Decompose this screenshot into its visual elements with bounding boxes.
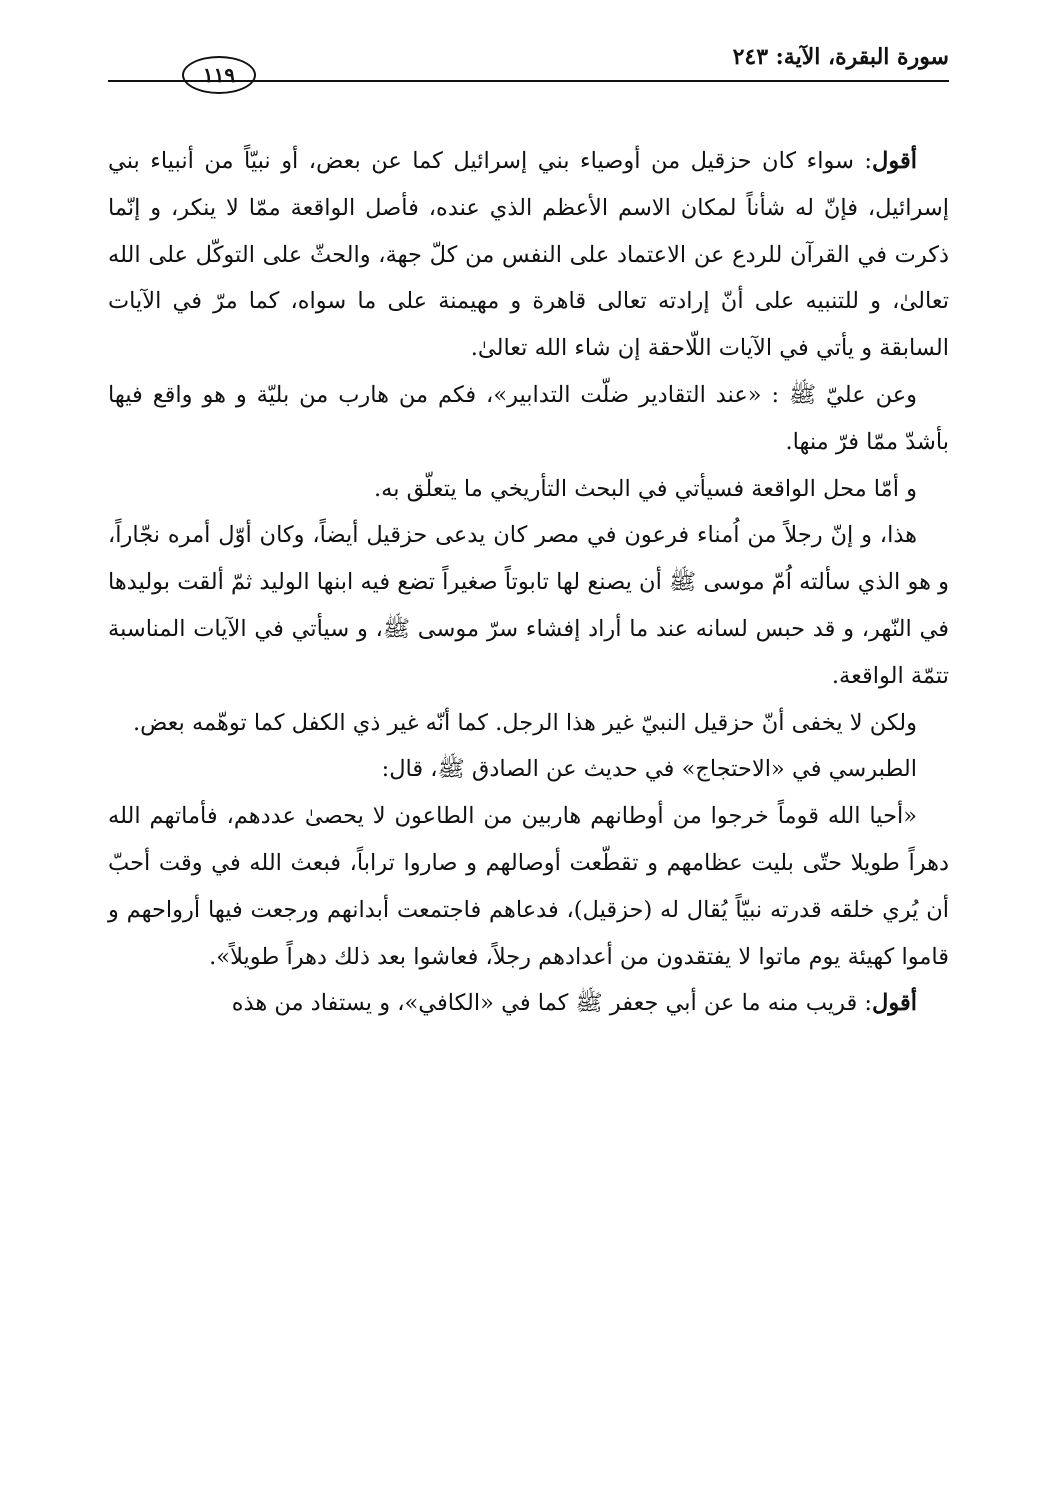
paragraph <box>108 138 949 372</box>
paragraph-text: وعن عليّ ﷺ : «عند التقادير ضلّت التدابير»، فكم من هارب من بليّة و هو واقع فيها بأشدّ ممّا فرّ منها. <box>108 381 949 455</box>
paragraph-text: الطبرسي في «الاحتجاج» في حديث عن الصادق ﷺ، قال: <box>381 756 917 783</box>
paragraph <box>108 746 949 793</box>
paragraph-lead: أقول <box>872 990 917 1017</box>
paragraph-text: و أمّا محل الواقعة فسيأتي في البحث التأريخي ما يتعلّق به. <box>374 475 917 502</box>
paragraph <box>108 466 949 513</box>
paragraph <box>108 700 949 747</box>
running-header-title: سورة البقرة، الآية: ٢٤٣ <box>732 44 949 70</box>
paragraph-lead: أقول <box>872 148 917 174</box>
page-number-badge: ١١٩ <box>182 56 256 94</box>
paragraph-text: ولكن لا يخفى أنّ حزقيل النبيّ غير هذا الرجل. كما أنّه غير ذي الكفل كما توهّمه بعض. <box>132 709 917 736</box>
header-divider <box>108 80 949 82</box>
paragraph <box>108 980 949 1027</box>
paragraph-text: هذا، و إنّ رجلاً من اُمناء فرعون في مصر كان يدعى حزقيل أيضاً، وكان أوّل أمره نجّاراً، و هو الذي سألته اُمّ موسى ﷺ أن يصنع لها تابوتاً صغيراً تضع فيه ابنها الوليد ثمّ ألقت بوليدها في النّهر، و قد حبس لسانه عند ما أراد إفشاء سرّ موسى ﷺ، و سيأتي في الآيات المناسبة تتمّة الواقعة. <box>108 522 949 689</box>
paragraph-text: : سواء كان حزقيل من أوصياء بني إسرائيل كما عن بعض، أو نبيّاً من أنبياء بني إسرائيل، فإنّ له شأناً لمكان الاسم الأعظم الذي عنده، فأصل الواقعة ممّا لا ينكر، و إنّما ذكرت في القرآن للردع عن الاعتماد على النفس من كلّ جهة، والحثّ على التوكّل على الله تعالىٰ، و للتنبيه على أنّ إرادته تعالى قاهرة و مهيمنة على ما سواه، كما مرّ في الآيات السابقة و يأتي في الآيات اللّاحقة إن شاء الله تعالىٰ. <box>108 148 949 362</box>
paragraph <box>108 512 949 699</box>
quoted-paragraph <box>108 793 949 980</box>
body-text <box>108 138 949 1027</box>
paragraph <box>108 372 949 466</box>
paragraph-text: : قريب منه ما عن أبي جعفر ﷺ كما في «الكافي»، و يستفاد من هذه <box>231 990 873 1017</box>
paragraph-text: «أحيا الله قوماً خرجوا من أوطانهم هاربين من الطاعون لا يحصىٰ عددهم، فأماتهم الله دهراً طويلا حتّى بليت عظامهم و تقطّعت أوصالهم و صاروا تراباً، فبعث الله في وقت أحبّ أن يُري خلقه قدرته نبيّاً يُقال له (حزقيل)، فدعاهم فاجتمعت أبدانهم ورجعت فيها أرواحهم و قاموا كهيئة يوم ماتوا لا يفتقدون من أعدادهم رجلاً، فعاشوا بعد ذلك دهراً طويلاً». <box>108 803 949 970</box>
